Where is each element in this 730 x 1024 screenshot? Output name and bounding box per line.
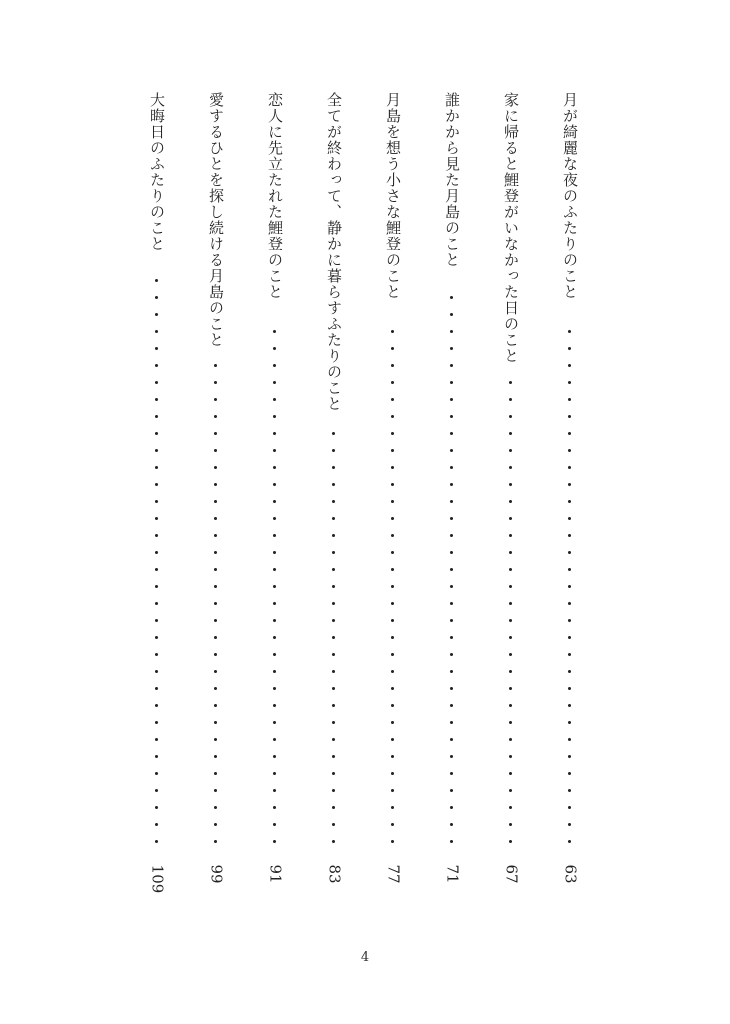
toc-entry-page	[500, 864, 522, 892]
toc-entry-page-number: 83	[325, 863, 344, 884]
toc-leader-dots	[500, 92, 522, 892]
toc-leader-dots	[441, 92, 463, 892]
toc-entry	[146, 92, 168, 892]
toc-entry-title: 愛するひとを探し続ける月島のこと	[207, 92, 225, 348]
toc-entry-title: 大晦日のふたりのこと	[148, 92, 166, 252]
toc-entry-title: 月島を想う小さな鯉登のこと	[384, 92, 402, 300]
toc-entry	[500, 92, 522, 892]
toc-entry	[441, 92, 463, 892]
toc-entry-page-number: 67	[502, 863, 521, 884]
toc-entry-title: 誰かから見た月島のこと	[443, 92, 461, 268]
toc-entry	[323, 92, 345, 892]
toc-entry-page-number: 99	[207, 863, 226, 884]
toc-entry-page-number: 91	[266, 863, 285, 884]
toc-entry-page	[559, 864, 581, 892]
toc-entry-page-number: 77	[384, 863, 403, 884]
toc-leader-dots	[264, 92, 286, 892]
toc-leader-dots	[559, 92, 581, 892]
toc-entry-page-number: 71	[443, 863, 462, 884]
toc-entry-page-number: 109	[147, 864, 166, 893]
toc-entry-page-number: 63	[561, 863, 580, 884]
toc-entry-page	[205, 864, 227, 892]
toc-entry-page	[323, 864, 345, 892]
toc-entry-title: 月が綺麗な夜のふたりのこと	[561, 92, 579, 300]
toc-entry-title: 家に帰ると鯉登がいなかった日のこと	[502, 92, 520, 364]
toc-entry-page	[146, 864, 168, 892]
toc-entry-page	[441, 864, 463, 892]
toc-leader-dots	[323, 92, 345, 892]
toc-leader-dots	[205, 92, 227, 892]
toc-entry	[205, 92, 227, 892]
toc-leader-dots	[146, 92, 168, 892]
page-number: 4	[360, 950, 370, 965]
toc-entry-page	[382, 864, 404, 892]
toc-entry	[264, 92, 286, 892]
toc-entry	[559, 92, 581, 892]
toc-entry	[382, 92, 404, 892]
toc-leader-dots	[382, 92, 404, 892]
toc-entry-title: 恋人に先立たれた鯉登のこと	[266, 92, 284, 300]
toc-entry-title: 全てが終わって、静かに暮らすふたりのこと	[325, 92, 343, 412]
toc-entry-page	[264, 864, 286, 892]
